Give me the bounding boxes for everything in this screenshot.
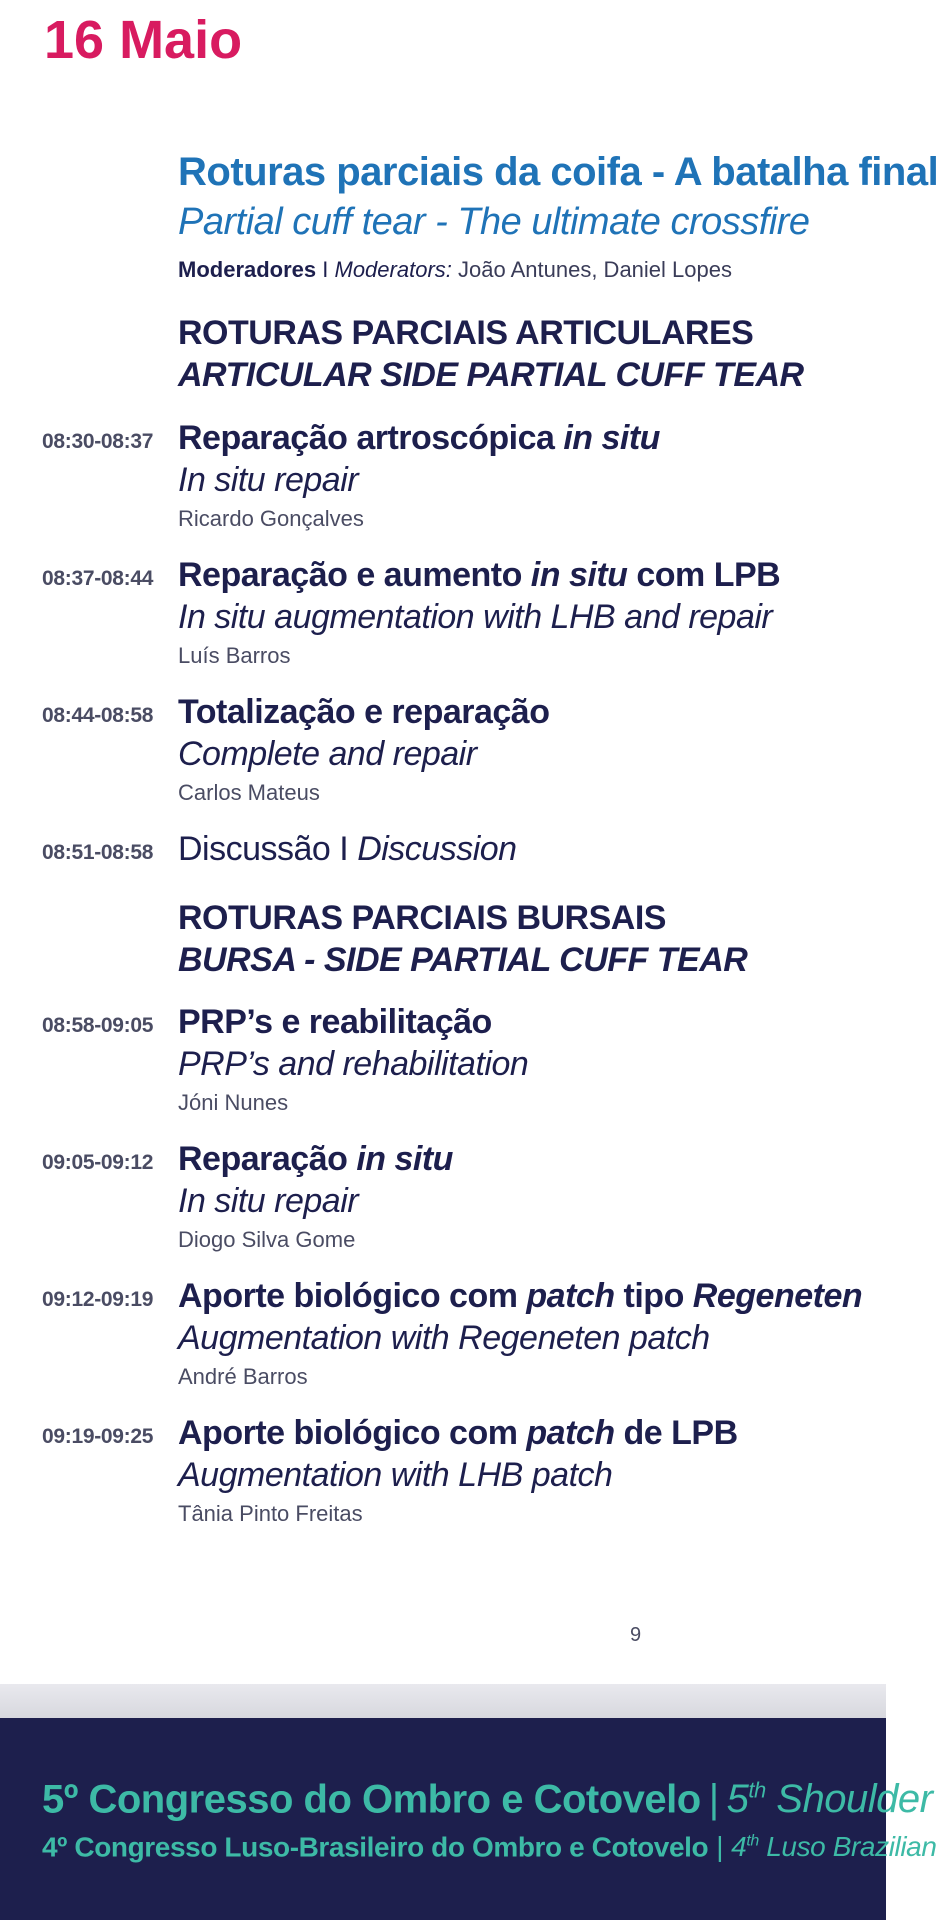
item-speaker: Jóni Nunes xyxy=(178,1090,289,1115)
footer-ordinal-number: 4 xyxy=(731,1831,747,1863)
item-speaker: Luís Barros xyxy=(178,643,291,668)
item-title xyxy=(178,1412,738,1454)
item-speaker: André Barros xyxy=(178,1364,308,1389)
item-subtitle: Complete and repair xyxy=(178,735,477,773)
item-title xyxy=(178,1138,453,1180)
item-title-text: Discussão xyxy=(178,830,331,868)
item-time: 08:51-08:58 xyxy=(42,841,154,864)
item-title-text-end: com LPB xyxy=(627,556,781,594)
item-subtitle: In situ augmentation with LHB and repair xyxy=(178,598,773,636)
moderators-line xyxy=(178,256,732,284)
item-time: 08:30-08:37 xyxy=(42,430,154,453)
item-subtitle: PRP’s and rehabilitation xyxy=(178,1045,529,1083)
item-time: 08:44-08:58 xyxy=(42,704,154,727)
moderators-label: Moderadores xyxy=(178,257,317,282)
item-speaker: Tânia Pinto Freitas xyxy=(178,1501,363,1526)
item-title: PRP’s e reabilitação xyxy=(178,1003,492,1041)
page-date: 16 Maio xyxy=(44,10,243,70)
item-title: Totalização e reparação xyxy=(178,693,550,731)
page-divider xyxy=(0,1684,886,1718)
footer-line-1-pt: 5º Congresso do Ombro e Cotovelo xyxy=(42,1777,701,1822)
item-time: 09:05-09:12 xyxy=(42,1151,154,1174)
item-time: 09:19-09:25 xyxy=(42,1425,154,1448)
item-title-en: Discussion xyxy=(357,830,517,868)
section-heading-bursal-en: BURSA - SIDE PARTIAL CUFF TEAR xyxy=(178,941,748,979)
item-title-italic: patch xyxy=(526,1277,615,1315)
moderators-names: João Antunes, Daniel Lopes xyxy=(451,257,732,282)
section-heading-articular: ROTURAS PARCIAIS ARTICULARES xyxy=(178,314,754,352)
footer-ordinal-suffix: th xyxy=(748,1778,766,1803)
item-title-italic-end: Regeneten xyxy=(692,1277,863,1315)
item-time: 09:12-09:19 xyxy=(42,1288,154,1311)
item-speaker: Diogo Silva Gome xyxy=(178,1227,356,1252)
item-title-text: Aporte biológico com xyxy=(178,1277,527,1315)
item-title xyxy=(178,1275,862,1317)
footer-line-1 xyxy=(42,1766,932,1824)
footer-line-2-en xyxy=(731,1831,936,1862)
item-title-separator: I xyxy=(330,830,358,868)
moderators-label-en: Moderators: xyxy=(334,257,452,282)
footer-line-2-pt: 4º Congresso Luso-Brasileiro do Ombro e Cotovelo xyxy=(42,1831,709,1863)
section-heading-articular-en: ARTICULAR SIDE PARTIAL CUFF TEAR xyxy=(178,356,804,394)
item-time: 08:58-09:05 xyxy=(42,1014,154,1037)
item-title-text-end: de LPB xyxy=(614,1414,738,1452)
item-subtitle: Augmentation with LHB patch xyxy=(178,1456,613,1494)
item-title-text: Reparação artroscópica xyxy=(178,419,564,457)
footer-ordinal-suffix: th xyxy=(746,1833,759,1850)
footer-line-1-en xyxy=(727,1777,933,1821)
item-title xyxy=(178,417,660,459)
item-title-italic: in situ xyxy=(356,1140,453,1178)
discussion-title xyxy=(178,828,517,870)
congress-footer-banner xyxy=(0,1718,937,1920)
session-title: Roturas parciais da coifa - A batalha final xyxy=(178,150,938,194)
item-subtitle: In situ repair xyxy=(178,461,359,499)
item-title-text: Aporte biológico com xyxy=(178,1414,527,1452)
item-title-italic: in situ xyxy=(563,419,660,457)
session-title-en: Partial cuff tear - The ultimate crossfire xyxy=(178,201,810,243)
item-time: 08:37-08:44 xyxy=(42,567,154,590)
item-subtitle: Augmentation with Regeneten patch xyxy=(178,1319,710,1357)
moderators-separator: I xyxy=(316,257,335,282)
item-title-italic: in situ xyxy=(530,556,628,594)
footer-line-2 xyxy=(42,1824,937,1865)
item-speaker: Ricardo Gonçalves xyxy=(178,506,364,531)
item-title xyxy=(178,554,780,596)
footer-line-2-en-text: Luso Brazilian xyxy=(758,1831,937,1863)
item-subtitle: In situ repair xyxy=(178,1182,359,1220)
footer-line-1-en-text: Shoulder xyxy=(765,1777,933,1822)
footer-separator: | xyxy=(708,1777,719,1822)
section-heading-bursal: ROTURAS PARCIAIS BURSAIS xyxy=(178,899,666,937)
page-number: 9 xyxy=(630,1624,642,1646)
item-title-italic: patch xyxy=(526,1414,615,1452)
item-speaker: Carlos Mateus xyxy=(178,780,320,805)
footer-separator: | xyxy=(716,1831,724,1863)
item-title-text: Reparação xyxy=(178,1140,357,1178)
item-title-text-mid: tipo xyxy=(614,1277,693,1315)
item-title-text: Reparação e aumento xyxy=(178,556,531,594)
footer-ordinal-number: 5 xyxy=(726,1777,749,1822)
